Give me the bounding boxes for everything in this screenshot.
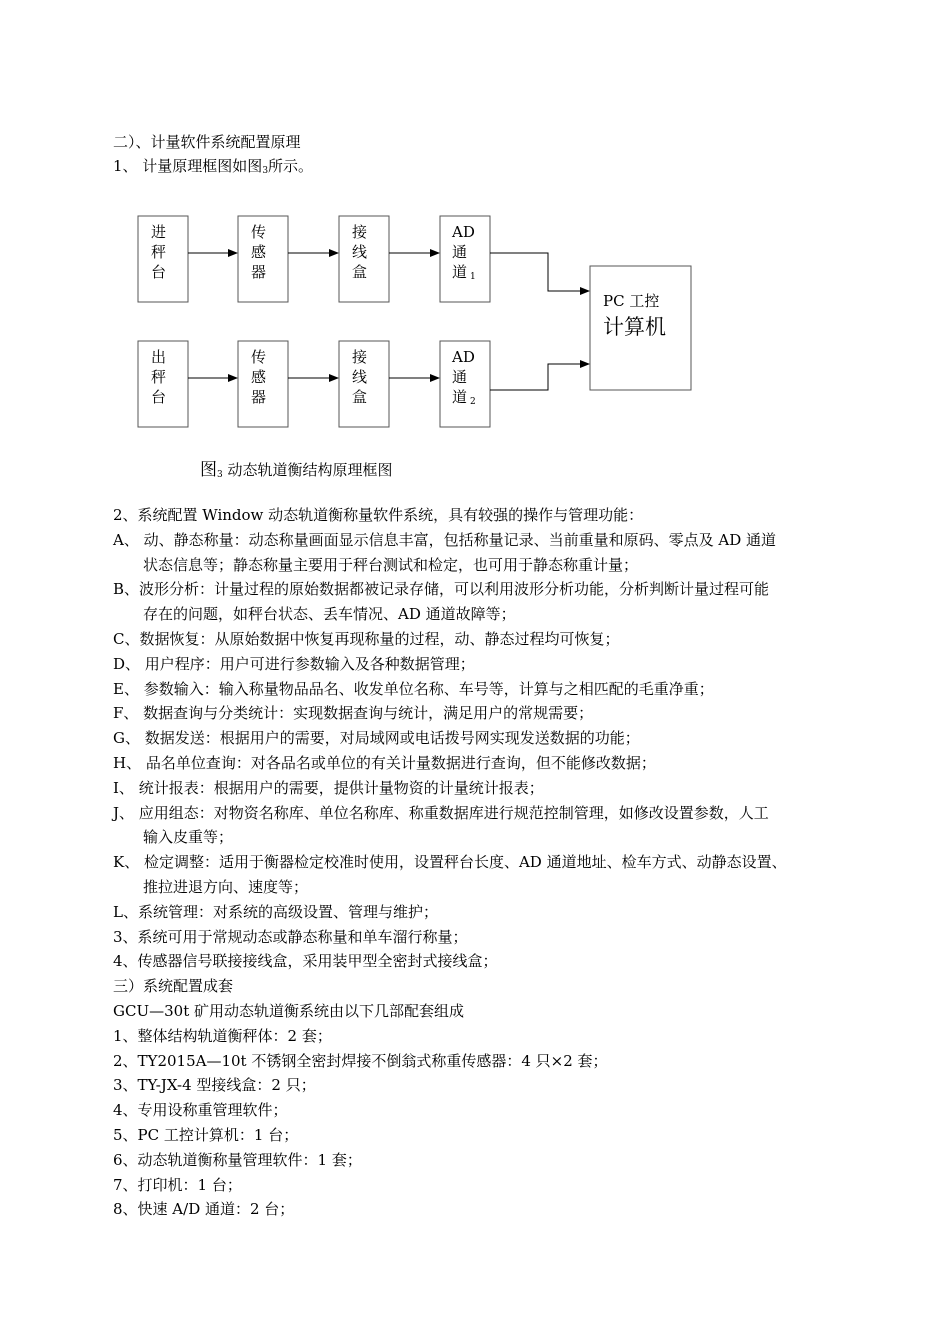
label-junction1-2: 线 bbox=[352, 243, 368, 261]
intro-suffix: 所示。 bbox=[268, 157, 314, 175]
label-junction2-1: 接 bbox=[352, 348, 368, 366]
text-line: 状态信息等；静态称量主要用于秤台测试和检定，也可用于静态称重计量； bbox=[143, 556, 639, 574]
caption-text: 动态轨道衡结构原理框图 bbox=[222, 461, 393, 479]
label-junction2-3: 盒 bbox=[352, 388, 368, 406]
text-line: I、 统计报表：根据用户的需要，提供计量物资的计量统计报表； bbox=[113, 779, 544, 797]
label-pc-1: PC 工控 bbox=[603, 292, 660, 310]
text-line: 1、整体结构轨道衡秤体：2 套； bbox=[113, 1027, 332, 1045]
label-ad2-sub: 2 bbox=[470, 397, 476, 407]
text-line: 推拉进退方向、速度等； bbox=[143, 878, 309, 896]
text-line: 输入皮重等； bbox=[143, 828, 234, 846]
text-line: 6、动态轨道衡称量管理软件：1 套； bbox=[113, 1151, 362, 1169]
text-line: G、 数据发送：根据用户的需要，对局域网或电话拨号网实现发送数据的功能； bbox=[113, 729, 640, 747]
label-ad1-1: AD bbox=[452, 223, 475, 241]
text-line: H、 品名单位查询：对各品名或单位的有关计量数据进行查询，但不能修改数据； bbox=[113, 754, 656, 772]
label-junction1-1: 接 bbox=[352, 223, 368, 241]
text-line: 4、专用设称重管理软件； bbox=[113, 1101, 288, 1119]
text-line: D、 用户程序：用户可进行参数输入及各种数据管理； bbox=[113, 655, 475, 673]
arrow-8 bbox=[490, 364, 589, 390]
text-line: 2、系统配置 Window 动态轨道衡称量软件系统，具有较强的操作与管理功能： bbox=[113, 506, 644, 524]
label-junction2-2: 线 bbox=[352, 368, 368, 386]
caption-number: 3 bbox=[217, 470, 223, 480]
caption-prefix: 图 bbox=[200, 460, 217, 480]
label-scale-in-1: 进 bbox=[151, 223, 167, 241]
label-ad1-2: 通 bbox=[452, 243, 468, 261]
label-sensor1-2: 感 bbox=[251, 243, 267, 261]
text-line: 3、TY-JX-4 型接线盒：2 只； bbox=[113, 1076, 316, 1094]
label-ad1-3: 道 bbox=[452, 263, 468, 281]
text-line: K、 检定调整：适用于衡器检定校准时使用，设置秤台长度、AD 通道地址、检车方式、动静态设置、 bbox=[113, 853, 787, 871]
text-line: C、数据恢复：从原始数据中恢复再现称量的过程，动、静态过程均可恢复； bbox=[113, 630, 620, 648]
label-ad1-sub: 1 bbox=[470, 272, 476, 282]
text-line: 2、TY2015A—10t 不锈钢全密封焊接不倒翁式称重传感器：4 只×2 套； bbox=[113, 1052, 608, 1070]
text-line: 7、打印机：1 台； bbox=[113, 1176, 242, 1194]
text-line: F、 数据查询与分类统计：实现数据查询与统计，满足用户的常规需要； bbox=[113, 704, 594, 722]
arrow-4 bbox=[490, 253, 589, 291]
label-scale-out-3: 台 bbox=[151, 388, 167, 406]
figure-caption bbox=[200, 455, 393, 480]
label-ad2-1: AD bbox=[452, 348, 475, 366]
label-sensor1-3: 器 bbox=[251, 263, 267, 281]
section-heading: 二）、计量软件系统配置原理 bbox=[113, 133, 301, 151]
text-line: 4、传感器信号联接接线盒，采用装甲型全密封式接线盒； bbox=[113, 952, 498, 970]
intro-text: 1、 计量原理框图如图 bbox=[113, 157, 263, 175]
text-line: A、 动、静态称量：动态称量画面显示信息丰富，包括称量记录、当前重量和原码、零点及 AD 通道 bbox=[113, 531, 776, 549]
text-line: GCU—30t 矿用动态轨道衡系统由以下几部配套组成 bbox=[113, 1002, 464, 1020]
label-pc-2: 计算机 bbox=[603, 315, 666, 339]
label-sensor2-1: 传 bbox=[251, 348, 267, 366]
label-sensor1-1: 传 bbox=[251, 223, 267, 241]
text-line: 8、快速 A/D 通道：2 台； bbox=[113, 1200, 295, 1218]
text-line: L、系统管理：对系统的高级设置、管理与维护； bbox=[113, 903, 438, 921]
label-sensor2-3: 器 bbox=[251, 388, 267, 406]
label-scale-in-3: 台 bbox=[151, 263, 167, 281]
label-junction1-3: 盒 bbox=[352, 263, 368, 281]
label-scale-in-2: 秤 bbox=[151, 243, 167, 261]
text-line: 三）系统配置成套 bbox=[113, 977, 234, 995]
text-line: J、 应用组态：对物资名称库、单位名称库、称重数据库进行规范控制管理，如修改设置参数，人工 bbox=[113, 804, 769, 822]
text-line: 5、PC 工控计算机：1 台； bbox=[113, 1126, 299, 1144]
text-line: 3、系统可用于常规动态或静态称量和单车溜行称量； bbox=[113, 928, 468, 946]
intro-fig-number: 3 bbox=[262, 166, 269, 176]
label-ad2-2: 通 bbox=[452, 368, 468, 386]
label-scale-out-2: 秤 bbox=[151, 368, 167, 386]
text-line: 存在的问题，如秤台状态、丢车情况、AD 通道故障等； bbox=[143, 605, 516, 623]
text-line: B、波形分析：计量过程的原始数据都被记录存储，可以利用波形分析功能，分析判断计量过程可能 bbox=[113, 580, 770, 598]
block-diagram bbox=[0, 0, 950, 500]
label-sensor2-2: 感 bbox=[251, 368, 267, 386]
text-line: E、 参数输入：输入称量物品品名、收发单位名称、车号等，计算与之相匹配的毛重净重； bbox=[113, 680, 714, 698]
label-scale-out-1: 出 bbox=[151, 348, 167, 366]
label-ad2-3: 道 bbox=[452, 388, 468, 406]
